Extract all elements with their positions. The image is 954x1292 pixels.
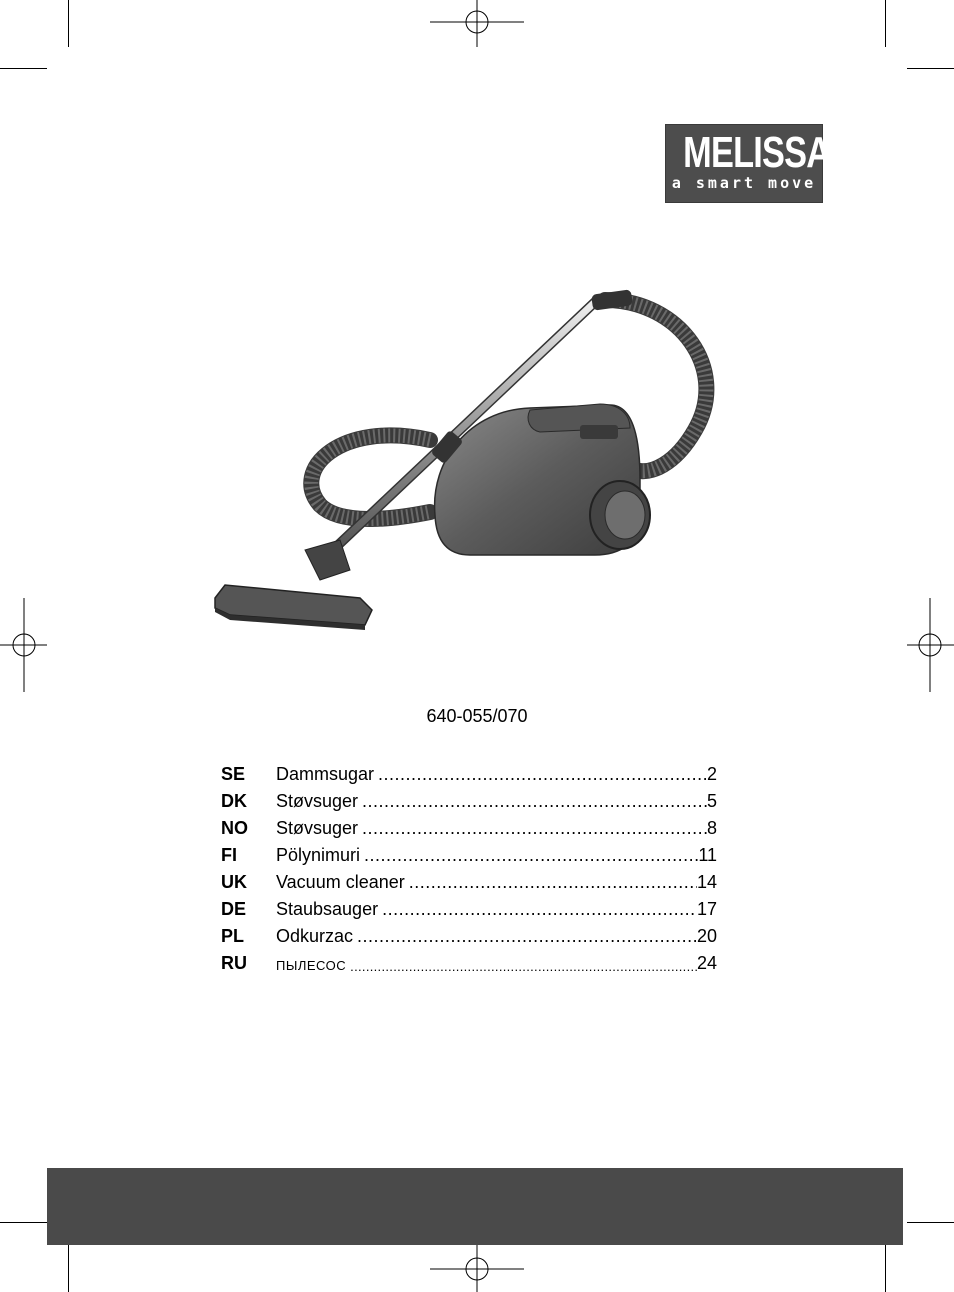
- toc-title: Staubsauger: [276, 899, 379, 919]
- model-number: 640-055/070: [426, 706, 528, 726]
- toc-leader: [362, 817, 707, 844]
- toc-page: 11: [698, 845, 717, 865]
- toc-leader: [378, 763, 707, 790]
- registration-mark-left: [0, 598, 47, 692]
- toc-leader: [350, 952, 697, 979]
- toc-title: Odkurzac: [276, 926, 354, 946]
- vacuum-cleaner-image: [200, 280, 730, 640]
- toc-row: [221, 844, 717, 871]
- brand-logo: [665, 124, 831, 203]
- toc-page: 8: [706, 818, 717, 838]
- toc-page: 14: [696, 872, 717, 892]
- toc-language-code: PL: [221, 926, 245, 946]
- toc-language-code: UK: [221, 872, 247, 892]
- toc-row: [221, 898, 717, 925]
- toc-row: [221, 763, 717, 790]
- toc-title: Dammsugar: [276, 764, 375, 784]
- toc-title: ПЫЛЕСОС: [276, 958, 347, 973]
- logo-tagline: a smart move: [671, 174, 817, 192]
- toc-language-code: NO: [221, 818, 248, 838]
- toc-language-code: DK: [221, 791, 247, 811]
- toc-page: 20: [696, 926, 717, 946]
- table-of-contents: [221, 763, 717, 979]
- toc-row: [221, 871, 717, 898]
- toc-leader: [362, 790, 707, 817]
- registration-mark-right: [907, 598, 954, 692]
- toc-page: 5: [706, 791, 717, 811]
- registration-mark-top: [430, 0, 524, 47]
- registration-mark-bottom: [430, 1245, 524, 1292]
- toc-title: Støvsuger: [276, 791, 359, 811]
- toc-language-code: FI: [221, 845, 237, 865]
- toc-row: [221, 952, 717, 979]
- toc-row: [221, 925, 717, 952]
- toc-language-code: DE: [221, 899, 247, 919]
- toc-leader: [382, 898, 697, 925]
- toc-row: [221, 790, 717, 817]
- toc-title: Vacuum cleaner: [276, 872, 405, 892]
- toc-language-code: SE: [221, 764, 246, 784]
- toc-page: 17: [696, 899, 717, 919]
- toc-page: 2: [706, 764, 717, 784]
- toc-leader: [364, 844, 698, 871]
- toc-title: Pölynimuri: [276, 845, 361, 865]
- toc-row: [221, 817, 717, 844]
- toc-language-code: RU: [221, 953, 247, 973]
- logo-brand: MELISSA: [683, 128, 831, 177]
- footer-band: [47, 1168, 903, 1245]
- toc-leader: [409, 871, 697, 898]
- toc-page: 24: [696, 953, 717, 973]
- toc-leader: [357, 925, 697, 952]
- toc-title: Støvsuger: [276, 818, 359, 838]
